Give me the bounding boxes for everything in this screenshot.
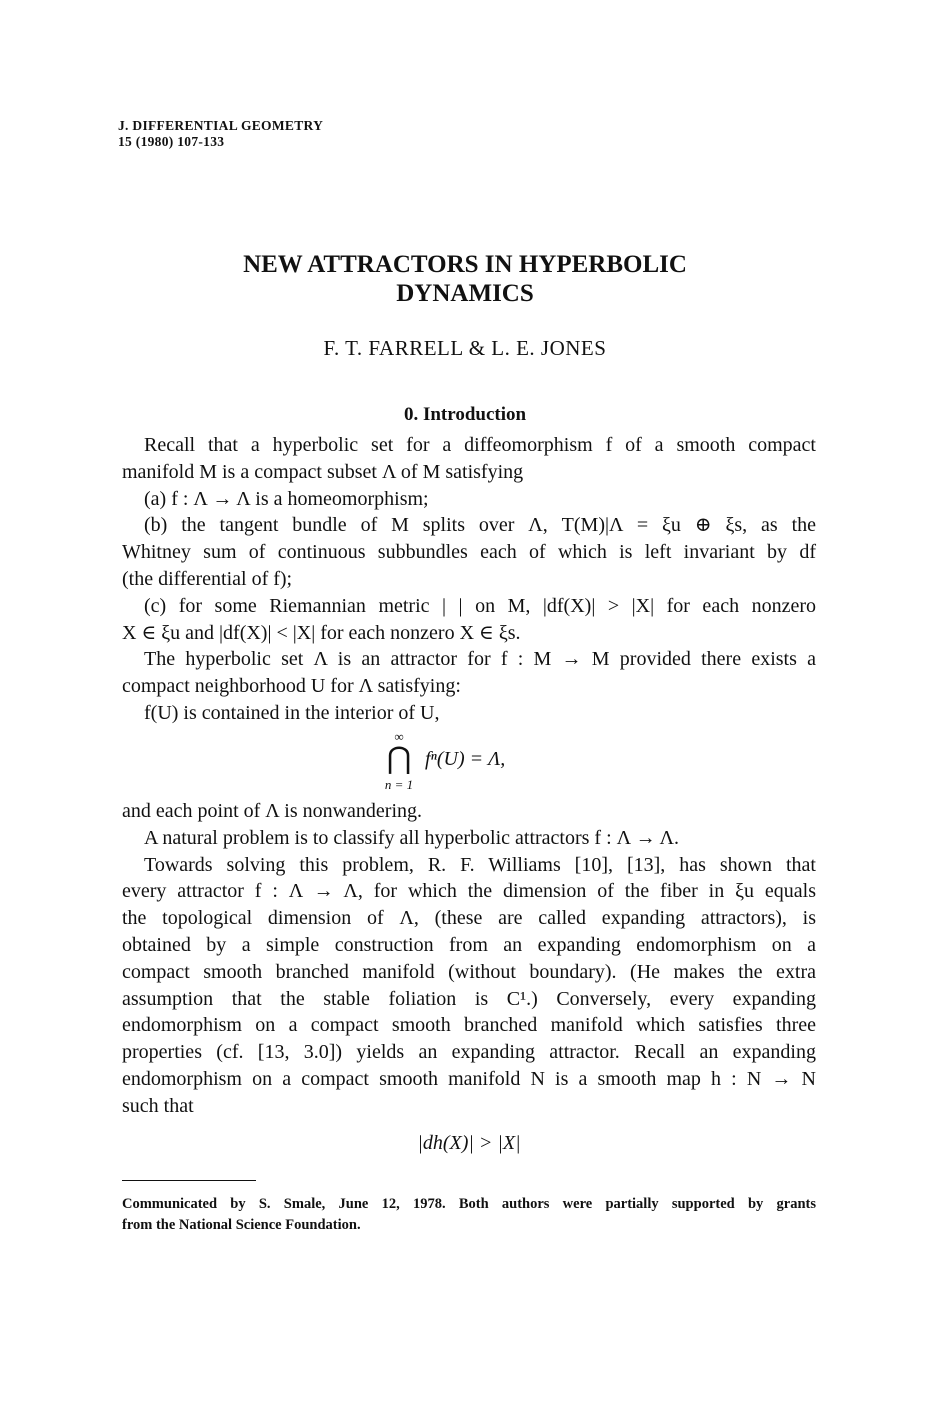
text-line: manifold M is a compact subset Λ of M satisfying xyxy=(122,460,524,483)
text-line: f(U) is contained in the interior of U, xyxy=(144,701,440,724)
paper-authors: F. T. FARRELL & L. E. JONES xyxy=(323,336,607,360)
text-line: Towards solving this problem, R. F. Williams [10], [13], has shown that xyxy=(144,853,816,876)
list-item-b: (b) the tangent bundle of M splits over Λ, T(M)|Λ = ξu ⊕ ξs, as the xyxy=(144,514,816,537)
intersect-symbol: ⋂ xyxy=(386,742,412,775)
text-line: A natural problem is to classify all hyperbolic attractors f : Λ → Λ. xyxy=(144,826,680,849)
text-line: compact smooth branched manifold (without boundary). (He makes the extra xyxy=(122,960,816,983)
footnote-line-2: from the National Science Foundation. xyxy=(122,1217,361,1233)
text-line: assumption that the stable foliation is C¹.) Conversely, every expanding xyxy=(122,987,816,1010)
paper-title xyxy=(0,250,930,308)
title-line-2: DYNAMICS xyxy=(396,280,534,307)
text-line: properties (cf. [13, 3.0]) yields an expanding attractor. Recall an expanding xyxy=(122,1041,816,1064)
list-item-c: (c) for some Riemannian metric | | on M, |df(X)| > |X| for each nonzero xyxy=(144,594,816,617)
section-heading: 0. Introduction xyxy=(403,404,527,425)
text-line: every attractor f : Λ → Λ, for which the dimension of the fiber in ξu equals xyxy=(122,880,816,903)
journal-header xyxy=(118,118,323,150)
footnote-line-1: Communicated by S. Smale, June 12, 1978. Both authors were partially supported by grants xyxy=(122,1196,816,1212)
text-line: compact neighborhood U for Λ satisfying: xyxy=(122,675,461,698)
footnote xyxy=(122,1194,816,1236)
text-line: obtained by a simple construction from an expanding endomorphism on a xyxy=(122,933,816,956)
journal-volume: 15 (1980) 107-133 xyxy=(118,134,225,149)
text-line: Whitney sum of continuous subbundles each of which is left invariant by df xyxy=(122,541,816,564)
text-line: and each point of Λ is nonwandering. xyxy=(122,800,423,822)
text-line: Recall that a hyperbolic set for a diffeomorphism f of a smooth compact xyxy=(144,434,816,456)
text-line: (the differential of f); xyxy=(122,567,293,590)
text-line: endomorphism on a compact smooth manifold N is a smooth map h : N → N xyxy=(122,1067,816,1090)
body-text-block-1 xyxy=(122,432,816,727)
intersect-lower-limit: n = 1 xyxy=(384,777,414,792)
intersect-rhs: fⁿ(U) = Λ, xyxy=(425,748,506,770)
list-item-a: (a) f : Λ → Λ is a homeomorphism; xyxy=(144,487,429,510)
text-line: X ∈ ξu and |df(X)| < |X| for each nonzero X ∈ ξs. xyxy=(122,621,521,644)
text-line: The hyperbolic set Λ is an attractor for f : M → M provided there exists a xyxy=(144,648,816,671)
body-text-block-2 xyxy=(122,798,816,1120)
intersect-upper-limit: ∞ xyxy=(394,729,404,744)
text-line: endomorphism on a compact smooth branched manifold which satisfies three xyxy=(122,1014,816,1037)
text-line: the topological dimension of Λ, (these are called expanding attractors), is xyxy=(122,907,816,930)
footnote-divider xyxy=(122,1180,256,1181)
dh-equation: |dh(X)| > |X| xyxy=(417,1132,521,1154)
intersection-equation xyxy=(0,730,930,796)
journal-name: J. DIFFERENTIAL GEOMETRY xyxy=(118,118,324,133)
text-line: such that xyxy=(122,1094,194,1117)
title-line-1: NEW ATTRACTORS IN HYPERBOLIC xyxy=(243,251,687,278)
